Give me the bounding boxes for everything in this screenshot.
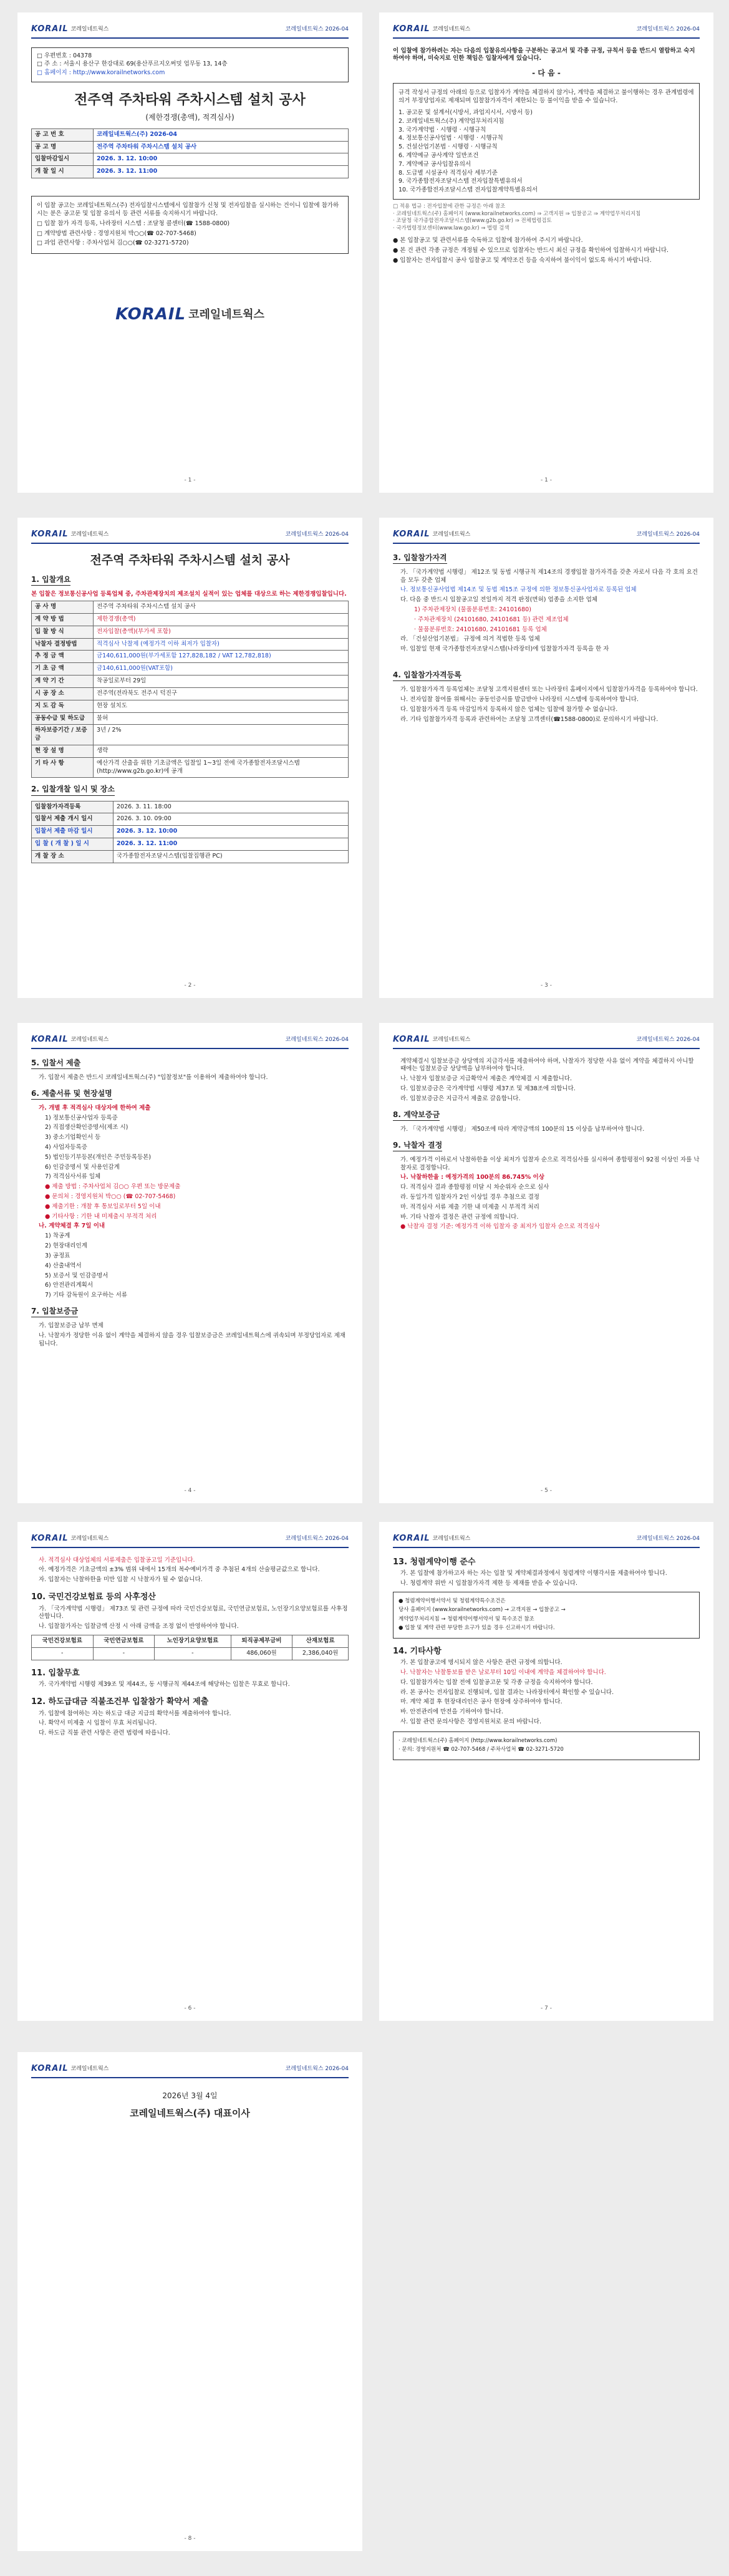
document-title: 전주역 주차타워 주차시스템 설치 공사 <box>90 553 290 567</box>
page-6 <box>379 1023 713 1503</box>
section-title: 1. 입찰개요 <box>31 574 70 586</box>
integrity-box: ● 청렴계약이행서약서 및 청렴계약특수조건은 당사 홈페이지 (www.korailnetworks.com) → 고객지원 → 입찰공고 → 계약업무처리지침 → 청렴계약이행서약서 및 특수조건 참조 ● 입찰 및 계약 관련 부당한 요구가 있을 경우 신고하시기 바랍니다. <box>393 1592 700 1639</box>
documents-list: 1) 정보통신공사업자 등록증 2) 직접생산확인증명서(제조 시) 3) 중소기업확인서 등 4) 사업자등록증 5) 법인등기부등본(개인은 주민등록등본) 6) 인감증명서 및 사용인감계 7) 적격심사서류 일체 <box>45 1114 152 1181</box>
section-title: 14. 기타사항 <box>393 1646 442 1656</box>
section-title: 8. 계약보증금 <box>393 1110 440 1121</box>
invalid-bid-text: 가. 국가계약법 시행령 제39조 및 제44조, 동 시행규칙 제44조에 해당하는 입찰은 무효로 합니다. <box>39 1681 290 1688</box>
page-number: - 1 - <box>184 477 196 483</box>
section-title: 12. 하도급대금 직불조건부 입찰참가 확약서 제출 <box>31 1697 209 1707</box>
bid-bond-list: 가. 입찰보증금 납부 면제 나. 낙찰자가 정당한 이유 없이 계약을 체결하지 않을 경우 입찰보증금은 코레일네트웍스에 귀속되며 부정당업자로 제재됩니다. <box>39 1322 345 1347</box>
notice-number: 코레일네트웍스 2026-04 <box>285 2065 349 2072</box>
page-5 <box>17 1023 362 1503</box>
page-header <box>31 24 349 39</box>
footer-logo: KORAIL 코레일네트웍스 <box>115 305 264 324</box>
document-subtitle: (제한경쟁(총액), 적격심사) <box>145 112 234 122</box>
logo: KORAIL 코레일네트웍스 <box>31 24 109 34</box>
logo: KORAIL 코레일네트웍스 <box>31 2064 109 2073</box>
subcontract-list: 가. 입찰에 참여하는 자는 하도급 대금 지급의 확약서를 제출하여야 합니다. 나. 확약서 미제출 시 입찰이 무효 처리됩니다. 다. 하도급 직불 관련 사항은 관련 법령에 따릅니다. <box>39 1710 231 1737</box>
notice-number: 코레일네트웍스 2026-04 <box>285 1535 349 1542</box>
misc-list: 가. 본 입찰공고에 명시되지 않은 사항은 관련 규정에 의합니다. 나. 낙찰자는 낙찰통보를 받은 날로부터 10일 이내에 계약을 체결하여야 합니다. 다. 입찰참가자는 입찰 전에 입찰공고문 및 각종 규정을 숙지하여야 합니다. 라. 본 공사는 전자입찰로 진행되며, 입찰 결과는 나라장터에서 확인할 수 있습니다. 마. 계약 체결 후 현장대리인은 공사 현장에 상주하여야 합니다. 바. 안전관리에 만전을 기하여야 합니다. 사. 입찰 관련 문의사항은 경영지원처로 문의 바랍니다. <box>400 1659 614 1726</box>
bid-summary-table: 공 고 번 호 코레일네트웍스(주) 2026-04 공 고 명 전주역 주차타워 주차시스템 설치 공사 입찰마감일시 2026. 3. 12. 10:00 개 찰 일 시 2026. 3. 12. 11:00 <box>31 128 349 178</box>
post-contract-heading: 나. 계약체결 후 7일 이내 <box>39 1223 105 1230</box>
page-header <box>393 1034 700 1049</box>
page-9 <box>17 2052 362 2551</box>
page-number: - 5 - <box>541 1487 552 1494</box>
page-number: - 4 - <box>184 1487 196 1494</box>
page-header <box>31 2063 349 2078</box>
page-header <box>393 24 700 39</box>
page-7 <box>17 1522 362 2021</box>
bullet-list: ● 본 입찰공고 및 관련서류를 숙독하고 입찰에 참가하여 주시기 바랍니다. ● 본 건 관련 각종 규정은 개정될 수 있으므로 입찰자는 반드시 최신 규정을 확인하여 입찰하시기 바랍니다. ● 입찰자는 전자입찰시 공사 입찰공고 및 계약조건 등을 숙지하여 불이익이 없도록 하시기 바랍니다. <box>393 236 669 264</box>
page-number: - 6 - <box>184 2005 196 2012</box>
overview-note: 본 입찰은 정보통신공사업 등록업체 중, 주차관제장치의 제조설치 실적이 있는 업체를 대상으로 하는 제한경쟁입찰입니다. <box>31 591 347 598</box>
section-title: 5. 입찰서 제출 <box>31 1058 80 1069</box>
overview-table: 공 사 명 전주역 주차타워 주차시스템 설치 공사 계 약 방 법 제한경쟁(총액) 입 찰 방 식 전자입찰(총액)(부가세 포함) 낙찰자 결정방법 적격심사 낙찰제 (예정가격 이하 최저가 입찰자) 추 정 금 액 금140,611,000원(부가세포함 127,828,182 / VAT 12,782,818) 기 초 금 액 금140,611,000원(VAT포함) 계 약 기 간 착공일로부터 29일 시 공 장 소 전주역(전라북도 전주시 덕진구 지 도 감 독 현장 설치도 공동수급 및 하도급 불허 하자보증기간 / 보증금 3년 / 2% 현 장 설 명 생략 기 타 사 항 예산가격 산출을 위한 기초금액은 입찰일 1~3일 전에 국가종합전자조달시스템(http://www.g2b.go.kr)에 공개 <box>31 601 349 778</box>
section-title: 13. 청렴계약이행 준수 <box>393 1557 476 1567</box>
page-header <box>393 1533 700 1548</box>
post-contract-list: 1) 착공계 2) 현장대리인계 3) 공정표 4) 산출내역서 5) 보증서 및 인감증명서 6) 안전관리계획서 7) 기타 감독원이 요구하는 서류 <box>45 1232 127 1299</box>
page-number: - 2 - <box>184 982 196 989</box>
award-list: 가. 예정가격 이하로서 낙찰하한율 이상 최저가 입찰자 순으로 적격심사를 실시하여 종합평점이 92점 이상인 자를 낙찰자로 결정합니다. 나. 낙찰하한율 : 예정가격의 100분의 86.745% 이상 다. 적격심사 결과 종합평점 미달 시 차순위자 순으로 심사 라. 동일가격 입찰자가 2인 이상일 경우 추첨으로 결정 마. 적격심사 서류 제출 기한 내 미제출 시 부적격 처리 바. 기타 낙찰자 결정은 관련 규정에 의합니다. <box>400 1156 700 1221</box>
page-number: - 1 - <box>541 477 552 483</box>
page-2 <box>379 12 713 493</box>
signatory: 코레일네트웍스(주) 대표이사 <box>130 2107 250 2119</box>
page-number: - 8 - <box>184 2535 196 2542</box>
page-number: - 7 - <box>541 2005 552 2012</box>
contact-box: · 코레일네트웍스(주) 홈페이지 (http://www.korailnetworks.com) · 문의: 경영지원처 ☎ 02-707-5468 / 주차사업처 ☎ 02-3271-5720 <box>393 1731 700 1760</box>
schedule-table: 입찰참가자격등록 2026. 3. 11. 18:00 입찰서 제출 개시 일시 2026. 3. 10. 09:00 입찰서 제출 마감 일시 2026. 3. 12. 10:00 입 찰 ( 개 찰 ) 일 시 2026. 3. 12. 11:00 개 찰 장 소 국가종합전자조달시스템(입찰집행관 PC) <box>31 801 349 863</box>
submission-text: 가. 입찰서 제출은 반드시 코레일네트웍스(주) "입찰정보"를 이용하여 제출하여야 합니다. <box>39 1073 268 1081</box>
notice-number: 코레일네트웍스 2026-04 <box>285 531 349 538</box>
law-notes: □ 적용 법규 : 전자입찰에 관한 규정은 아래 참조 · 코레일네트웍스(주) 홈페이지 (www.korailnetworks.com) ⇒ 고객지원 ⇒ 입찰공고 ⇒ 계약업무처리지침 · 조달청 국가종합전자조달시스템(www.g2b.go.kr) ⇒ 전체법령검토 · 국가법령정보센터(www.law.go.kr) ⇒ 법령 검색 <box>393 203 641 231</box>
notice-number: 코레일네트웍스 2026-04 <box>636 531 700 538</box>
section-heading: - 다 음 - <box>532 69 561 78</box>
logo: KORAIL 코레일네트웍스 <box>393 530 471 539</box>
section-title: 3. 입찰참가자격 <box>393 553 447 564</box>
page-header <box>393 529 700 544</box>
page-4 <box>379 518 713 998</box>
award-note: ● 낙찰자 결정 기준: 예정가격 이하 입찰자 중 최저가 입찰자 순으로 적격심사 <box>400 1223 601 1231</box>
section-title: 7. 입찰보증금 <box>31 1306 78 1317</box>
section-title: 6. 제출서류 및 현장설명 <box>31 1088 112 1100</box>
page-header <box>31 1034 349 1049</box>
section-title: 10. 국민건강보험료 등의 사후정산 <box>31 1592 156 1602</box>
documents-heading: 가. 개별 후 적격심사 대상자에 한하여 제출 <box>39 1104 151 1111</box>
insurance-fee-table: 국민건강보험료 국민연금보험료 노인장기요양보험료 퇴직공제부금비 산재보험료 - - - 486,060원 2,386,040원 <box>31 1635 349 1660</box>
page-8 <box>379 1522 713 2021</box>
logo: KORAIL 코레일네트웍스 <box>393 24 471 34</box>
contact-info-box: □ 우편번호 : 04378 □ 주 소 : 서울시 용산구 한강대로 69(용산푸르지오써밋 업무동 13, 14층 □ 홈페이지 : http://www.korailnetworks.com <box>31 47 349 82</box>
logo: KORAIL 코레일네트웍스 <box>31 1035 109 1044</box>
notice-number: 코레일네트웍스 2026-04 <box>285 1036 349 1043</box>
page-3 <box>17 518 362 998</box>
warning-box: 규격 작성서 규정의 아래의 등으로 입찰자가 계약을 체결하지 않거나, 계약을 체결하고 불이행하는 경우 관계법령에 의거 부정당업자로 제재되며 입찰참가자격이 제한되는 등 불이익을 받을 수 있습니다. 1. 공고문 및 설계서(시방서, 과업지시서, 시방서 등) 2. 코레일네트웍스(주) 계약업무처리지침 3. 국가계약법 · 시행령 · 시행규칙 4. 정보통신공사업법 · 시행령 · 시행규칙 5. 건설산업기본법 · 시행령 · 시행규칙 6. 계약예규 공사계약 일반조건 7. 계약예규 공사입찰유의서 8. 도급별 시설공사 적격심사 세부기준 9. 국가종합전자조달시스템 전자입찰특별유의서 10. 국가종합전자조달시스템 전자입찰계약특별유의서 <box>393 83 700 200</box>
page-header <box>31 529 349 544</box>
logo: KORAIL 코레일네트웍스 <box>31 1534 109 1543</box>
document-title: 전주역 주차타워 주차시스템 설치 공사 <box>74 92 306 108</box>
notice-number: 코레일네트웍스 2026-04 <box>636 1535 700 1542</box>
bond-continued: 계약체결시 입찰보증금 상당액의 지급각서를 제출하여야 하며, 낙찰자가 정당한 사유 없이 계약을 체결하지 아니할 때에는 입찰보증금 상당액을 납부하여야 합니다. 나. 낙찰자 입찰보증금 지급확약서 제출은 계약체결 시 제출합니다. 다. 입찰보증금은 국가계약법 시행령 제37조 및 제38조에 의합니다. 라. 입찰보증금은 지급각서 제출로 갈음합니다. <box>400 1057 694 1102</box>
section-title: 4. 입찰참가자격등록 <box>393 670 461 681</box>
registration-list: 가. 입찰참가자격 등록업체는 조달청 고객지원센터 또는 나라장터 홈페이지에서 입찰참가자격을 등록하여야 합니다. 나. 전자입찰 참여를 위해서는 공동인증서를 발급받아 나라장터 시스템에 등록하여야 합니다. 다. 입찰참가자격 등록 마감일까지 등록하지 않은 업체는 입찰에 참가할 수 없습니다. 라. 기타 입찰참가자격 등록과 관련하여는 조달청 고객센터(☎1588-0800)로 문의하시기 바랍니다. <box>400 686 698 723</box>
notice-number: 코레일네트웍스 2026-04 <box>285 26 349 32</box>
section-title: 11. 입찰무효 <box>31 1668 80 1678</box>
logo: KORAIL 코레일네트웍스 <box>393 1035 471 1044</box>
logo: KORAIL 코레일네트웍스 <box>31 530 109 539</box>
page-header <box>31 1533 349 1548</box>
notice-number: 코레일네트웍스 2026-04 <box>636 1036 700 1043</box>
documents-contacts: ● 제출 방법 : 주차사업처 김○○ 우편 또는 방문제출 ● 문의처 : 경영지원처 박○○ (☎ 02-707-5468) ● 제출기한 : 개찰 후 통보일로부터 5일 이내 ● 기타사항 : 기한 내 미제출시 부적격 처리 <box>45 1183 181 1220</box>
eligibility-list: 가. 「국가계약법 시행령」 제12조 및 동법 시행규칙 제14조의 경쟁입찰 참가자격을 갖춘 자로서 다음 각 호의 요건을 모두 갖춘 업체 나. 정보통신공사업법 제14조 및 동법 제15조 규정에 의한 정보통신공사업자로 등록된 업체 다. 다음 중 반드시 입찰공고일 전일까지 적격 판정(면허) 업종을 소지한 업체 1) 주차관제장치 (물품분류번호: 24101680) · 주차관제장치 (24101680, 24101681 등) 관련 제조업체 · 물품분류번호: 24101680, 24101681 등록 업체 라. 「건설산업기본법」 규정에 의거 적법한 등록 업체 마. 입찰일 현재 국가종합전자조달시스템(나라장터)에 입찰참가자격 등록을 한 자 <box>400 568 698 653</box>
section-title: 9. 낙찰자 결정 <box>393 1140 442 1151</box>
page-1 <box>17 12 362 493</box>
intro-text: 이 입찰에 참가하려는 자는 다음의 입찰유의사항을 구분하는 공고서 및 각종 규정, 규칙서 등을 반드시 열람하고 숙지하여야 하며, 미숙지로 인한 책임은 입찰자에게 있습니다. <box>393 47 695 62</box>
contract-bond-text: 가. 「국가계약법 시행령」 제50조에 따라 계약금액의 100분의 15 이상을 납부하여야 합니다. <box>400 1125 645 1133</box>
issue-date: 2026년 3월 4일 <box>162 2091 218 2100</box>
page-number: - 3 - <box>541 982 552 989</box>
logo: KORAIL 코레일네트웍스 <box>393 1534 471 1543</box>
section-title: 2. 입찰개찰 일시 및 장소 <box>31 784 115 795</box>
notes-box: 이 입찰 공고는 코레일네트웍스(주) 전자입찰시스템에서 입찰참가 신청 및 전자입찰을 실시하는 건이니 입찰에 참가하시는 분은 공고문 및 입찰 유의서 등 관련 서류를 숙지하시기 바랍니다. □ 입찰 참가 자격 등록, 나라장터 시스템 : 조달청 콜센터(☎ 1588-0800) □ 계약방법 관련사항 : 경영지원처 박○○(☎ 02-707-5468) □ 과업 관련사항 : 주차사업처 김○○(☎ 02-3271-5720) <box>31 196 349 254</box>
integrity-list: 가. 본 입찰에 참가하고자 하는 자는 입찰 및 계약체결과정에서 청렴계약 이행각서를 제출하여야 합니다. 나. 청렴계약 위반 시 입찰참가자격 제한 등 제재를 받을 수 있습니다. <box>400 1570 667 1587</box>
insurance-list: 가. 「국가계약법 시행령」 제73조 및 관련 규정에 따라 국민건강보험료, 국민연금보험료, 노인장기요양보험료를 사후정산합니다. 나. 입찰참가자는 입찰금액 산정 시 아래 금액을 조정 없이 반영하여야 합니다. <box>39 1605 348 1630</box>
notice-number: 코레일네트웍스 2026-04 <box>636 26 700 32</box>
award-continued: 사. 적격심사 대상업체의 서류제출은 입찰공고일 기준입니다. 아. 예정가격은 기초금액의 ±3% 범위 내에서 15개의 복수예비가격 중 추첨된 4개의 산술평균값으로 합니다. 자. 입찰자는 낙찰하한율 미만 입찰 시 낙찰자가 될 수 없습니다. <box>39 1556 320 1584</box>
